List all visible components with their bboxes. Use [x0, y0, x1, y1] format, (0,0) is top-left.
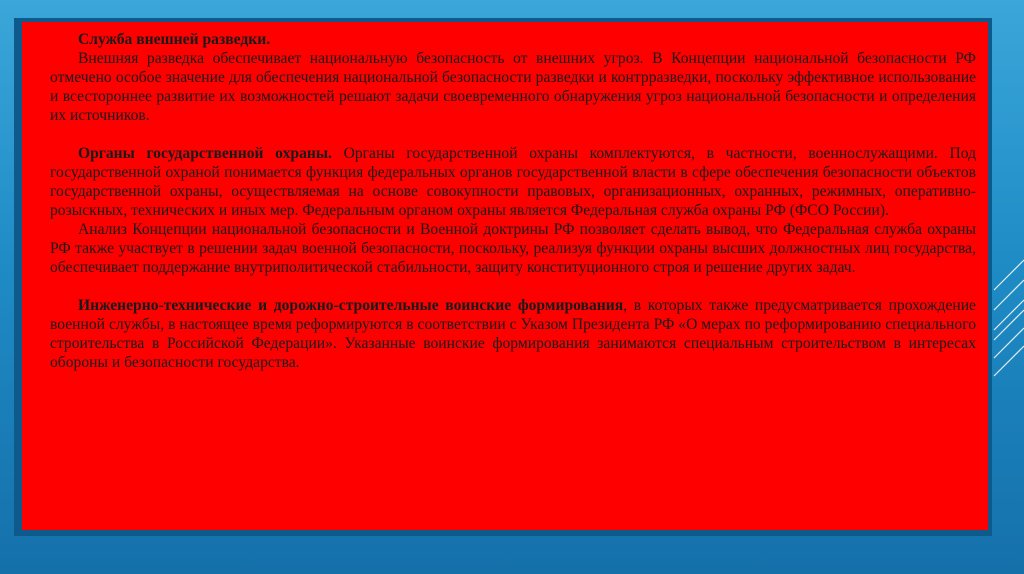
paragraph-text: Внешняя разведка обеспечивает национальную безопасность от внешних угроз. В Концепции национальной безопасности РФ отмечено особое значение для обеспечения национальной безопасности разведки и контрразведки, поскольку эффективное использование и всестороннее развитие их возможностей решают задачи своевременного обнаружения угроз национальной безопасности и определения их источников. — [50, 50, 976, 124]
decorative-lines-icon — [990, 250, 1024, 390]
spacer — [50, 277, 976, 296]
spacer — [50, 125, 976, 144]
paragraph-analysis — [50, 220, 976, 277]
paragraph-text: Органы государственной охраны комплектуются, в частности, военнослужащими. Под государственной охраной понимается функция федеральных органов государственной власти в сфере обеспечения безопасности объектов государственной охраны, осуществляемая на основе совокупности правовых, организационных, охранных, режимных, оперативно-розыскных, технических и иных мер. Федеральным органом охраны является Федеральная служба охраны РФ (ФСО России). — [50, 145, 977, 219]
paragraph-text: Анализ Концепции национальной безопасности и Военной доктрины РФ позволяет сделать вывод, что Федеральная служба охраны РФ также участвует в решении задач военной безопасности, поскольку, реализуя функции охраны высших должностных лиц государства, обеспечивает поддержание внутриполитической стабильности, защиту конституционного строя и решение других задач. — [50, 221, 976, 276]
paragraph-engineering — [50, 296, 976, 372]
content-box — [22, 22, 988, 530]
paragraph-intelligence — [50, 49, 976, 125]
heading-text: Органы государственной охраны. — [78, 145, 332, 162]
heading-text: Служба внешней разведки. — [78, 31, 271, 48]
section-heading-intelligence — [50, 30, 976, 49]
paragraph-state-protection — [50, 144, 976, 220]
paragraph-text: , в которых также предусматривается прохождение военной службы, в настоящее время реформируются в соответствии с Указом Президента РФ «О мерах по реформированию специального строительства в Российской Федерации». Указанные воинские формирования занимаются специальным строительством в интересах обороны и безопасности государства. — [50, 297, 976, 371]
heading-text: Инженерно-технические и дорожно-строительные воинские формирования — [78, 297, 624, 314]
